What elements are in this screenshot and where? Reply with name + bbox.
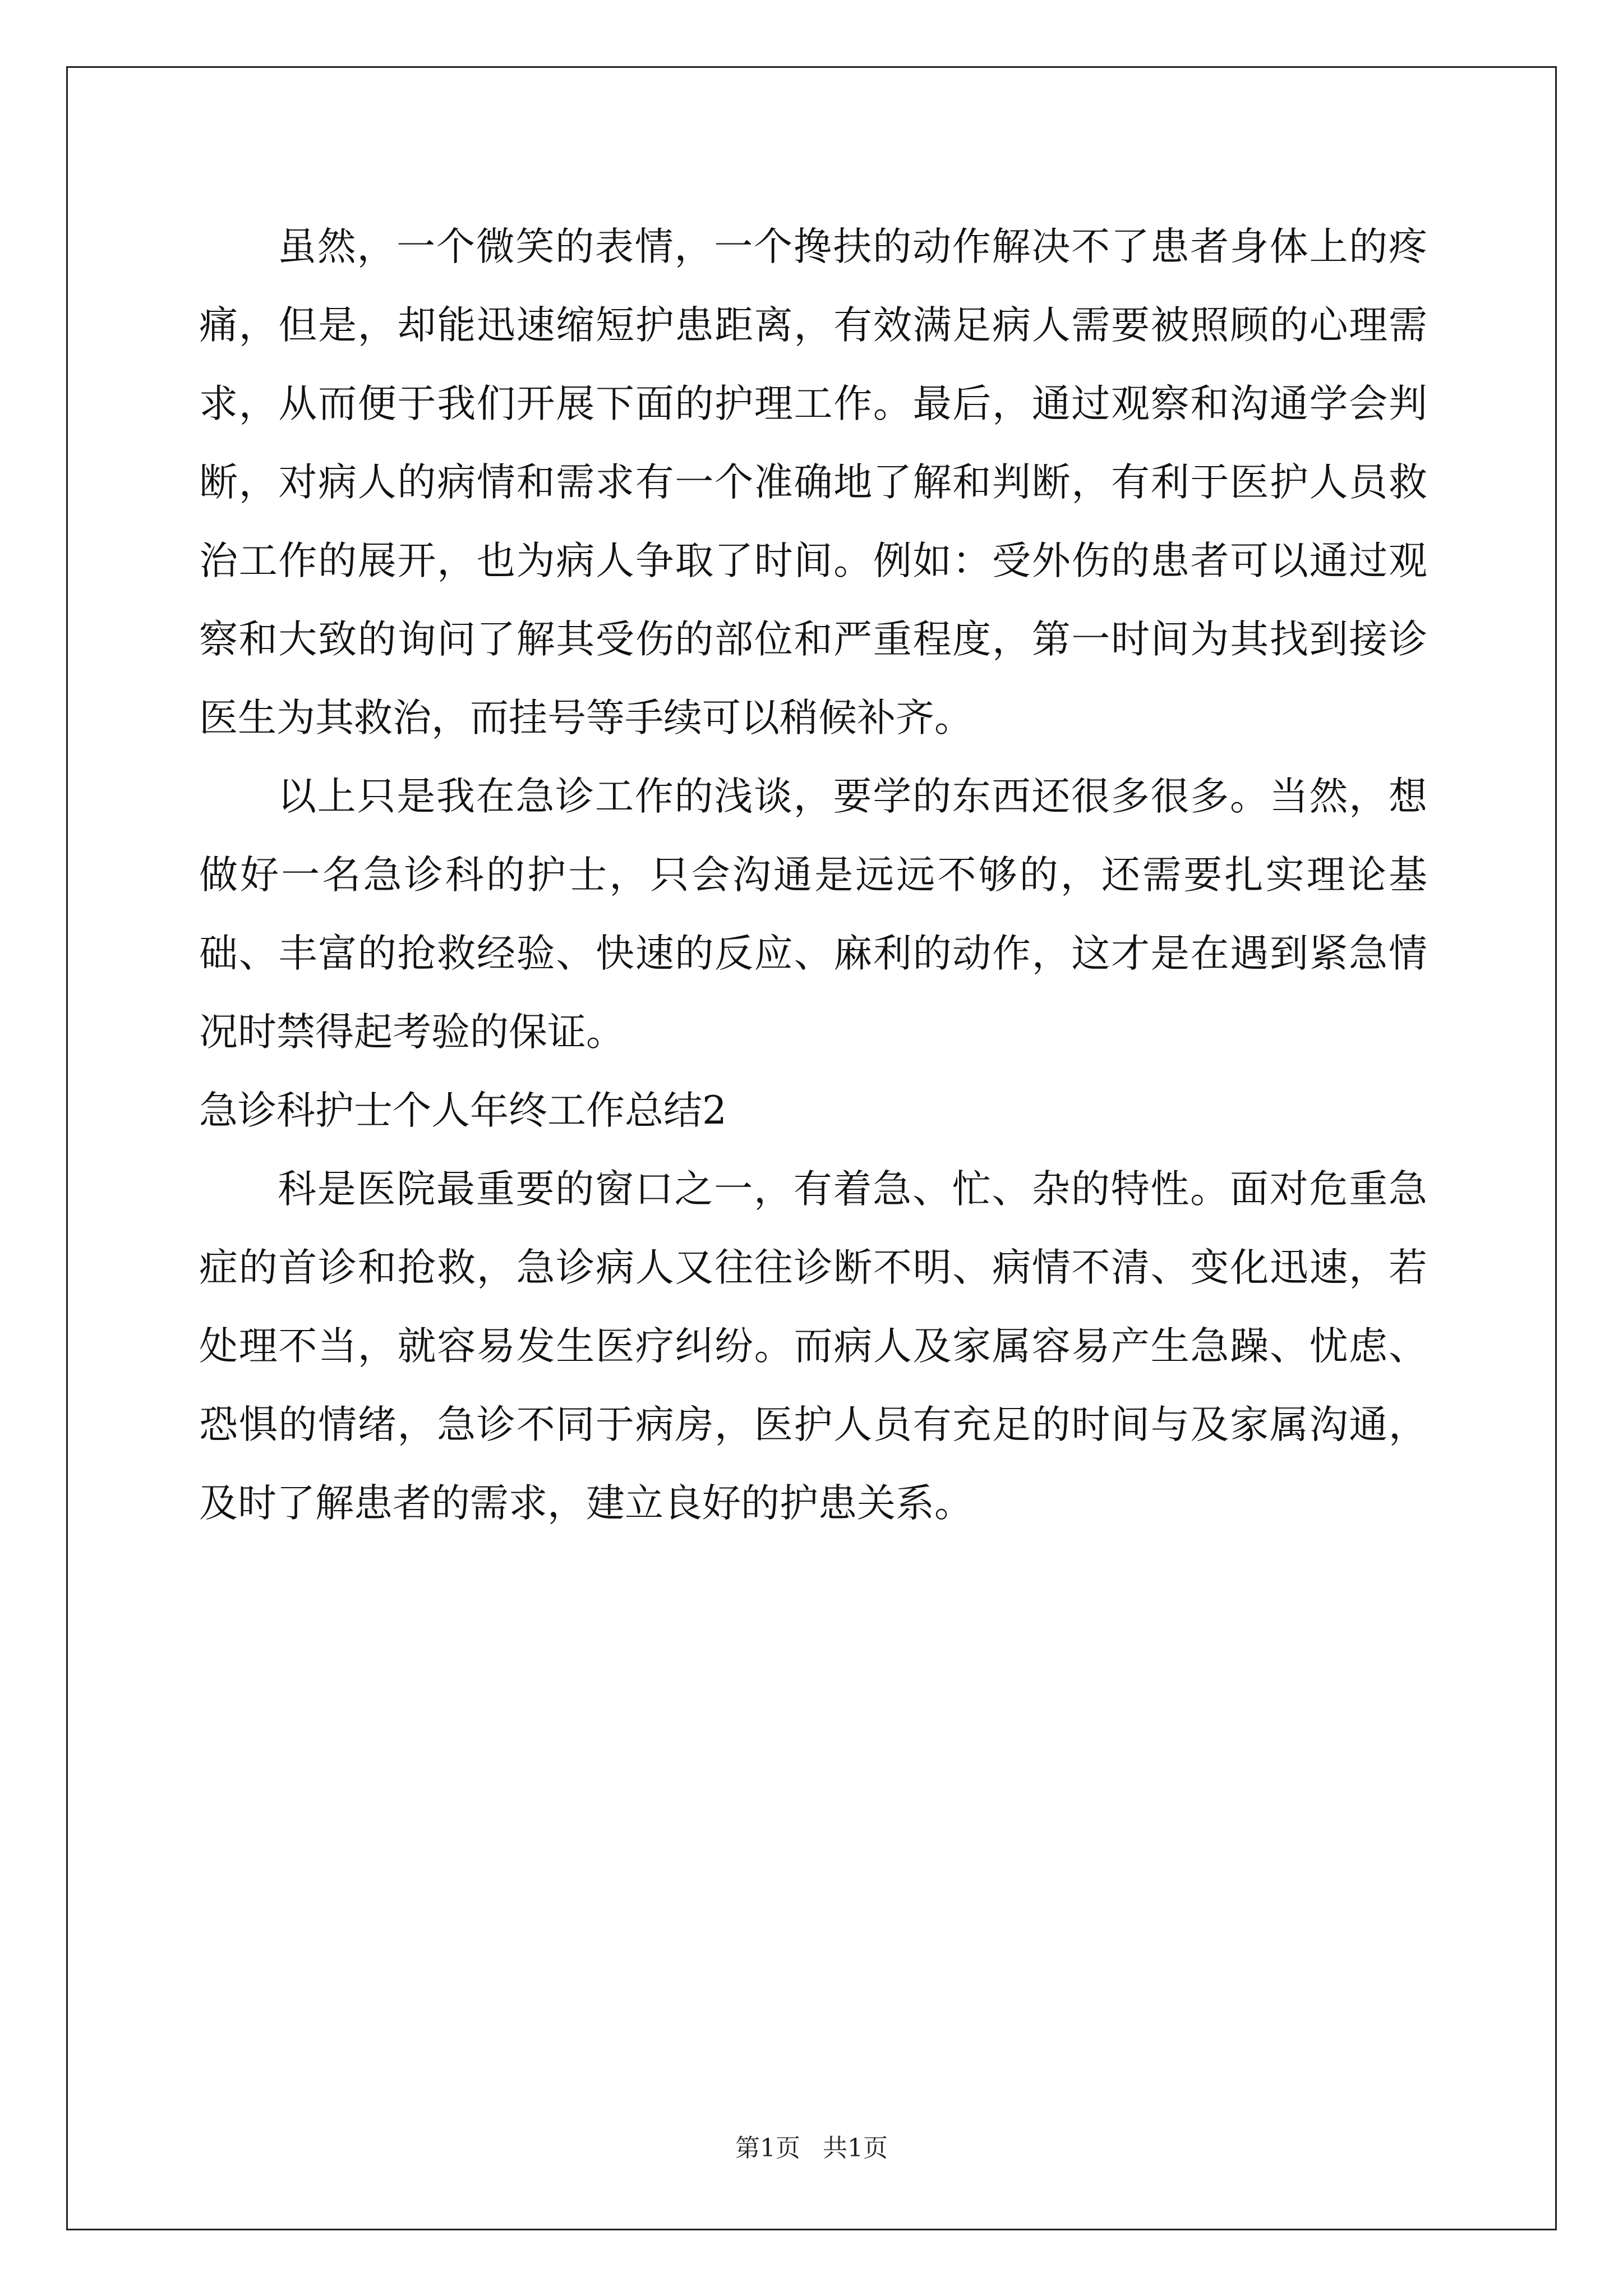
section-heading: 急诊科护士个人年终工作总结2 (199, 1088, 727, 1133)
paragraph: 以上只是我在急诊工作的浅谈，要学的东西还很多很多。当然，想做好一名急诊科的护士，只会沟通是远远不够的，还需要扎实理论基础、丰富的抢救经验、快速的反应、麻利的动作，这才是在遇到紧急情况时禁得起考验的保证。 (199, 774, 1427, 1055)
paragraph: 科是医院最重要的窗口之一，有着急、忙、杂的特性。面对危重急症的首诊和抢救，急诊病人又往往诊断不明、病情不清、变化迅速，若处理不当，就容易发生医疗纠纷。而病人及家属容易产生急躁、忧虑、恐惧的情绪，急诊不同于病房，医护人员有充足的时间与及家属沟通，及时了解患者的需求，建立良好的护患关系。 (199, 1167, 1427, 1526)
page-number-total: 共1页 (823, 2134, 888, 2162)
document-body (199, 208, 1427, 1543)
paragraph: 虽然，一个微笑的表情，一个搀扶的动作解决不了患者身体上的疼痛，但是，却能迅速缩短护患距离，有效满足病人需要被照顾的心理需求，从而便于我们开展下面的护理工作。最后，通过观察和沟通学会判断，对病人的病情和需求有一个准确地了解和判断，有利于医护人员救治工作的展开，也为病人争取了时间。例如：受外伤的患者可以通过观察和大致的询问了解其受伤的部位和严重程度，第一时间为其找到接诊医生为其救治，而挂号等手续可以稍候补齐。 (199, 224, 1427, 740)
page-number-current: 第1页 (735, 2134, 800, 2162)
page-footer (0, 2132, 1623, 2165)
